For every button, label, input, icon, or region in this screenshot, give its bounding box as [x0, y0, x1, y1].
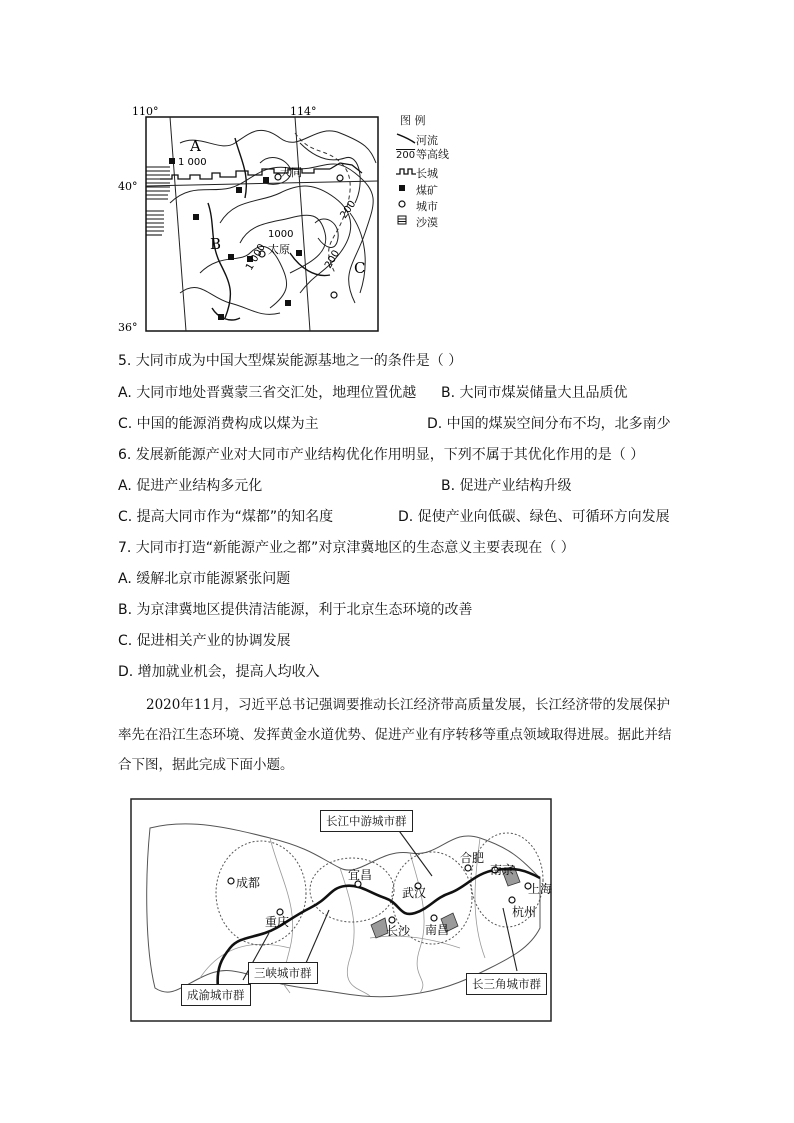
city-changsha-label: 长沙	[386, 924, 411, 938]
question-6-option-c: C. 提高大同市作为“煤都”的知名度	[118, 509, 334, 525]
city-icon	[396, 198, 416, 213]
intro-paragraph: 2020年11月，习近平总书记强调要推动长江经济带高质量发展，长江经济带的发展保护率先在沿江生态环境、发挥黄金水道优势、促进产业有序转移等重点领域取得进展。据此并结合下图，据此完成下面小题。	[118, 697, 672, 773]
question-6-option-d: D. 促使产业向低碳、绿色、可循环方向发展	[398, 509, 670, 525]
city-wuhan-label: 武汉	[402, 886, 427, 900]
lat-36-label: 36°	[118, 321, 138, 334]
legend-coal-label: 煤矿	[416, 184, 438, 197]
label-middle-reaches-cluster: 长江中游城市群	[320, 810, 413, 832]
label-sanxia-cluster: 三峡城市群	[248, 962, 318, 984]
river-icon	[396, 132, 416, 147]
question-5-option-b: B. 大同市煤炭储量大且品质优	[441, 385, 628, 401]
contour-icon: 200	[396, 150, 416, 161]
lat-40-label: 40°	[118, 180, 138, 193]
contour-200-label-a: 200	[338, 198, 359, 221]
shanxi-map-svg	[118, 103, 400, 335]
city-hangzhou-label: 杭州	[512, 905, 537, 919]
legend-desert-row	[396, 214, 438, 229]
legend-city-label: 城市	[416, 200, 438, 213]
legend-wall-label: 长城	[416, 167, 438, 180]
question-7-option-c: C. 促进相关产业的协调发展	[118, 633, 291, 649]
region-a-label: A	[190, 137, 201, 155]
great-wall-icon	[396, 165, 416, 180]
contour-1000-label-b: 1000	[268, 229, 294, 240]
question-6-option-a: A. 促进产业结构多元化	[118, 478, 263, 494]
question-5-option-c: C. 中国的能源消费构成以煤为主	[118, 416, 319, 432]
city-taiyuan-label: 太原	[268, 243, 290, 256]
legend-contour-label: 等高线	[416, 148, 449, 161]
legend-wall-row	[396, 165, 438, 180]
label-chengyu-cluster: 成渝城市群	[181, 984, 251, 1006]
city-datong-label: 大同	[280, 166, 302, 179]
question-6-stem: 6. 发展新能源产业对大同市产业结构优化作用明显，下列不属于其优化作用的是（ ）	[118, 447, 645, 463]
lon-110-label: 110°	[132, 105, 159, 118]
contour-200-label-b: 200	[323, 248, 343, 271]
contour-1000-label-c: 1 000	[244, 242, 268, 273]
city-nanchang-label: 南昌	[425, 923, 450, 937]
legend-river-label: 河流	[416, 134, 438, 147]
question-6-option-b: B. 促进产业结构升级	[441, 478, 572, 494]
question-7-option-d: D. 增加就业机会，提高人均收入	[118, 664, 320, 680]
legend-desert-label: 沙漠	[416, 216, 438, 229]
label-yangtze-delta-cluster: 长三角城市群	[466, 973, 547, 995]
question-5-option-a: A. 大同市地处晋冀蒙三省交汇处，地理位置优越	[118, 385, 417, 401]
legend-title: 图 例	[400, 114, 426, 127]
contour-1000-label-a: 1 000	[178, 157, 207, 168]
lon-114-label: 114°	[290, 105, 317, 118]
question-5-option-d: D. 中国的煤炭空间分布不均，北多南少	[427, 416, 671, 432]
question-5-stem: 5. 大同市成为中国大型煤炭能源基地之一的条件是（ ）	[118, 353, 463, 369]
shanxi-map	[118, 103, 400, 335]
city-hefei-label: 合肥	[460, 851, 485, 865]
city-yichang-label: 宜昌	[348, 868, 373, 882]
legend-contour-row	[396, 148, 449, 162]
city-chongqing-label: 重庆	[265, 915, 290, 929]
question-7-option-b: B. 为京津冀地区提供清洁能源，利于北京生态环境的改善	[118, 602, 473, 618]
yangtze-economic-belt-map	[130, 798, 552, 1022]
desert-icon	[396, 214, 416, 229]
region-b-label: B	[210, 235, 222, 253]
region-c-label: C	[354, 259, 366, 277]
question-7-stem: 7. 大同市打造“新能源产业之都”对京津冀地区的生态意义主要表现在（ ）	[118, 540, 575, 556]
legend-river-row	[396, 132, 438, 147]
question-7-option-a: A. 缓解北京市能源紧张问题	[118, 571, 291, 587]
city-chengdu-label: 成都	[236, 876, 261, 890]
city-shanghai-label: 上海	[528, 882, 553, 896]
city-nanjing-label: 南京	[490, 863, 515, 877]
legend-coal-row	[396, 182, 438, 197]
legend-city-row	[396, 198, 438, 213]
coal-mine-icon	[396, 182, 416, 197]
